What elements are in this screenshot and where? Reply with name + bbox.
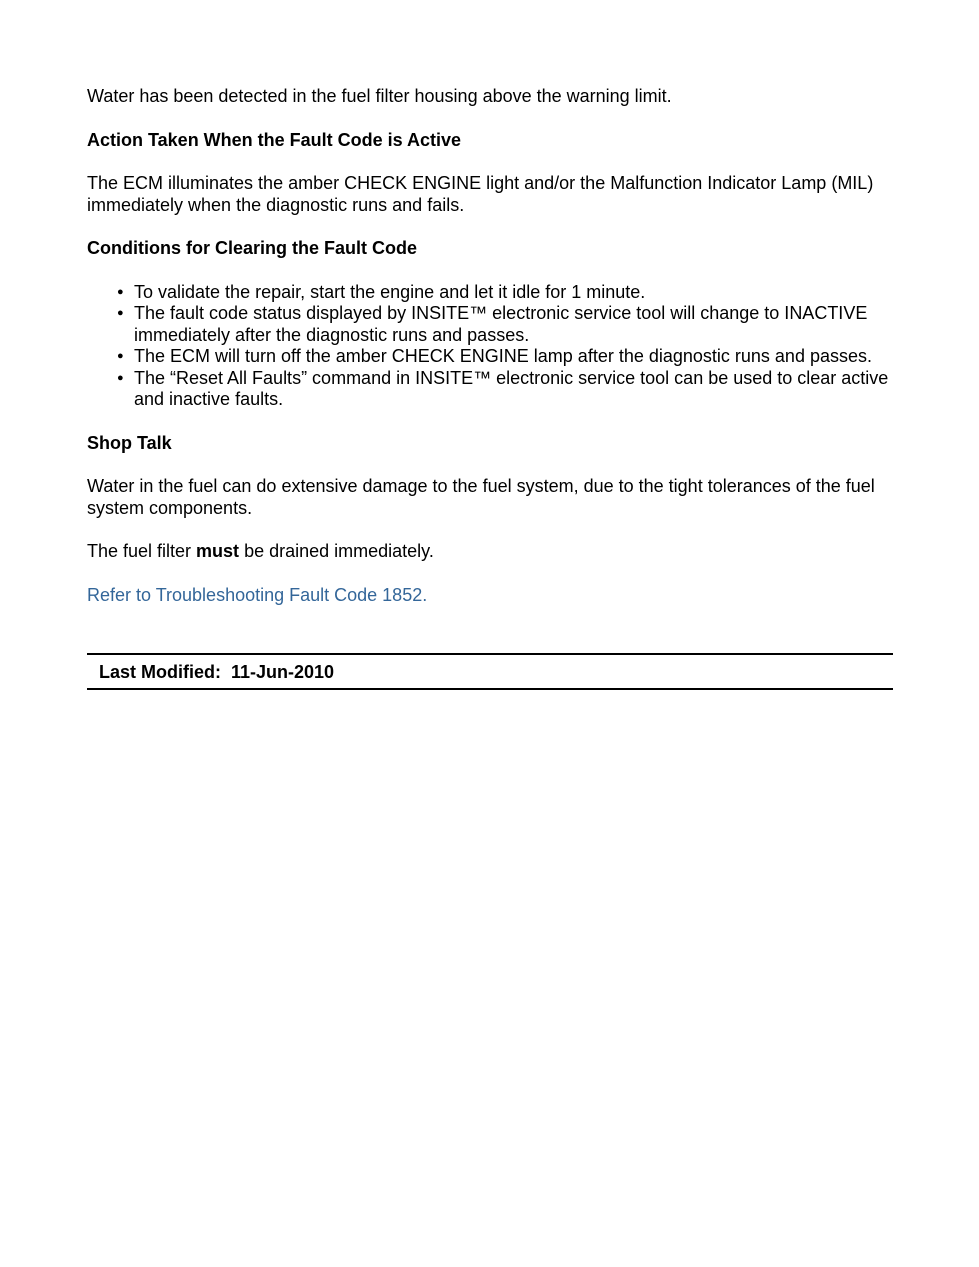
drain-text-after: be drained immediately. <box>239 541 434 561</box>
drain-paragraph <box>87 541 893 563</box>
drain-emphasis: must <box>196 541 240 561</box>
list-item <box>87 346 893 368</box>
last-modified: Last Modified: 11-Jun-2010 <box>99 662 335 682</box>
shop-talk-paragraph: Water in the fuel can do extensive damage to the fuel system, due to the tight tolerances of the fuel system components. <box>87 476 875 518</box>
action-paragraph: The ECM illuminates the amber CHECK ENGINE light and/or the Malfunction Indicator Lamp (MIL) immediately when the diagnostic runs and fails. <box>87 173 874 215</box>
action-heading: Action Taken When the Fault Code is Active <box>87 129 462 150</box>
list-item-text: The fault code status displayed by INSITE™ electronic service tool will change to INACTIVE immediately after the diagnostic runs and passes. <box>134 303 868 345</box>
bullet-icon: ● <box>117 307 124 319</box>
bullet-icon: ● <box>117 350 124 362</box>
clearing-heading: Conditions for Clearing the Fault Code <box>87 238 417 258</box>
shop-talk-heading: Shop Talk <box>87 432 172 453</box>
footer-bar <box>87 653 893 690</box>
clearing-list <box>87 282 893 411</box>
list-item <box>87 303 893 346</box>
refer-link[interactable]: Refer to Troubleshooting Fault Code 1852. <box>87 584 428 605</box>
bullet-icon: ● <box>117 285 124 298</box>
drain-text-before: The fuel filter <box>87 541 197 561</box>
list-item-text: To validate the repair, start the engine and let it idle for 1 minute. <box>134 281 646 302</box>
list-item <box>87 282 893 304</box>
refer-paragraph <box>87 585 893 607</box>
list-item-text: The ECM will turn off the amber CHECK ENGINE lamp after the diagnostic runs and passes. <box>134 346 872 366</box>
bullet-icon: ● <box>117 371 124 384</box>
document-body <box>87 86 893 628</box>
intro-paragraph: Water has been detected in the fuel filter housing above the warning limit. <box>87 86 672 106</box>
list-item <box>87 368 893 411</box>
list-item-text: The “Reset All Faults” command in INSITE™ electronic service tool can be used to clear active and inactive faults. <box>134 367 889 409</box>
